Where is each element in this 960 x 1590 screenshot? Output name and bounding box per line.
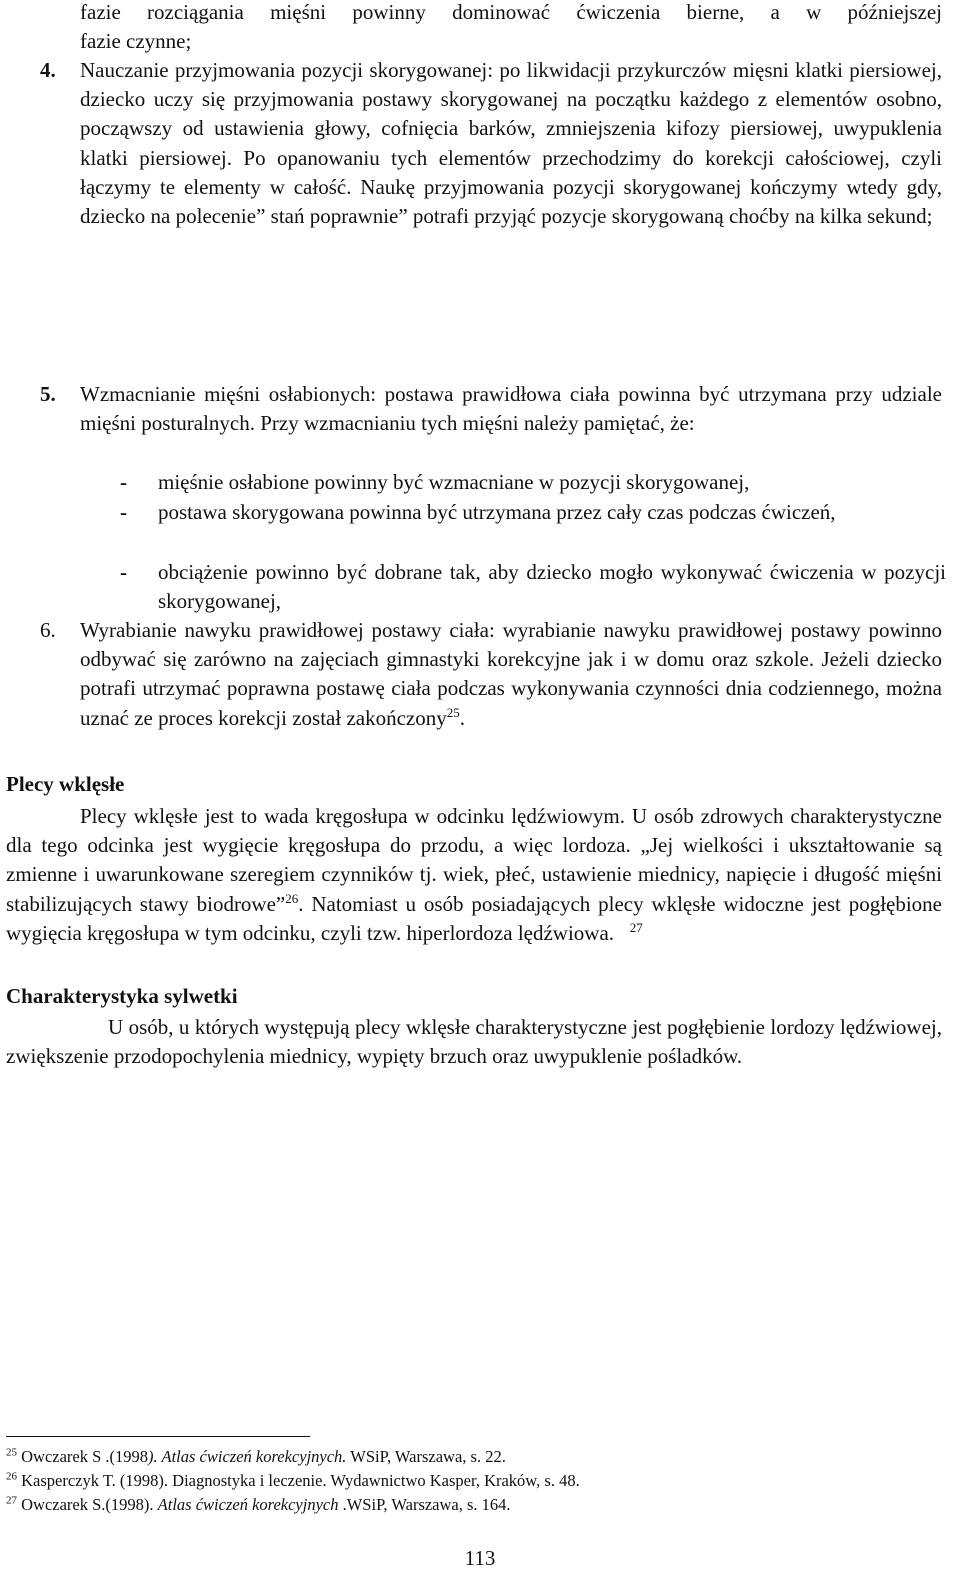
footnote-ref-27[interactable]: 27 — [629, 919, 643, 935]
item-6-number-text: 6. — [40, 618, 56, 642]
item-5-number — [40, 380, 56, 409]
item-4-number — [40, 56, 56, 85]
intro-line-1: fazie rozciągania mięśni powinny dominować ćwiczenia bierne, a w późniejszej — [80, 0, 942, 24]
footnote-27 — [6, 1494, 511, 1516]
item-4-text: Nauczanie przyjmowania pozycji skorygowanej: po likwidacji przykurczów mięsni klatki piersiowej, dziecko uczy się przyjmowania postawy skorygowanej na początku każdego z elementów osobno, począwszy od ustawienia głowy, cofnięcia barków, zmniejszenia kifozy piersiowej, uwypuklenia klatki piersiowej. Po opanowaniu tych elementów przechodzimy do korekcji całościowej, czyli łączymy te elementy w całość. Naukę przyjmowania pozycji skorygowanej kończymy wtedy gdy, dziecko na polecenie” stań poprawnie” potrafi przyjąć pozycje skorygowaną choćby na kilka sekund; — [80, 58, 942, 229]
footnote-25-number: 25 — [6, 1446, 17, 1459]
footnote-ref-25[interactable]: 25 — [446, 704, 460, 720]
intro-line-2: fazie czynne; — [80, 29, 192, 54]
footnote-27-post: .WSiP, Warszawa, s. 164. — [338, 1495, 511, 1514]
footnote-27-title: Atlas ćwiczeń korekcyjnych — [157, 1495, 339, 1514]
footnote-separator — [6, 1436, 310, 1437]
item-5-number-text: 5. — [40, 382, 56, 406]
dash-marker: - — [120, 500, 127, 524]
item-6-number — [40, 616, 56, 645]
section-plecy-wklesle-body-b: . Natomiast u osób posiadających plecy wklęsłe widoczne jest pogłębione wygięcia kręgosłupa w tym odcinku, czyli tzw. hiperlordoza lędźwiowa. — [6, 891, 942, 945]
section-charakterystyka-text: U osób, u których występują plecy wklęsłe charakterystyczne jest pogłębienie lordozy lędźwiowej, zwiększenie przodopochylenia miednicy, wypięty brzuch oraz uwypuklenie pośladków. — [6, 1015, 942, 1069]
footnote-27-number: 27 — [6, 1494, 17, 1507]
page-number: 113 — [464, 1546, 496, 1570]
footnote-26-text: Kasperczyk T. (1998). Diagnostyka i leczenie. Wydawnictwo Kasper, Kraków, s. 48. — [21, 1471, 580, 1490]
dash-item-2-text: postawa skorygowana powinna być utrzymana przez cały czas podczas ćwiczeń, — [158, 500, 836, 524]
footnote-25-title: ). Atlas ćwiczeń korekcyjnych. — [148, 1447, 347, 1466]
section-plecy-wklesle-text — [6, 802, 942, 948]
intro-paragraph — [80, 0, 942, 56]
item-5-text: Wzmacnianie mięśni osłabionych: postawa prawidłowa ciała powinna być utrzymana przy udziale mięśni posturalnych. Przy wzmacnianiu tych mięśni należy pamiętać, że: — [80, 382, 942, 436]
footnote-26 — [6, 1470, 580, 1492]
item-6-text — [80, 616, 942, 733]
footnote-27-pre: Owczarek S.(1998). — [21, 1495, 158, 1514]
footnote-26-number: 26 — [6, 1470, 17, 1483]
dash-marker: - — [120, 560, 127, 584]
item-4-number-text: 4. — [40, 58, 56, 82]
dash-item-1-text: mięśnie osłabione powinny być wzmacniane w pozycji skorygowanej, — [158, 470, 750, 494]
footnote-25 — [6, 1446, 506, 1468]
item-6-body: Wyrabianie nawyku prawidłowej postawy ciała: wyrabianie nawyku prawidłowej postawy powinno odbywać się zarówno na zajęciach gimnastyki korekcyjne jak i w domu oraz szkole. Jeżeli dziecko potrafi utrzymać poprawna postawę ciała podczas wykonywania czynności dnia codziennego, można uznać ze proces korekcji został zakończony — [80, 618, 942, 730]
footnote-25-post: WSiP, Warszawa, s. 22. — [346, 1447, 506, 1466]
dash-marker: - — [120, 470, 127, 494]
section-plecy-wklesle-body-a: Plecy wklęsłe jest to wada kręgosłupa w odcinku lędźwiowym. U osób zdrowych charakterystyczne dla tego odcinka jest wygięcie kręgosłupa do przodu, a więc lordoza. „Jej wielkości i ukształtowanie są zmienne i uwarunkowane szeregiem czynników tj. wiek, płeć, ustawienie miednicy, napięcie i długość mięśni stabilizujących stawy biodrowe” — [6, 804, 942, 916]
section-heading-plecy-wklesle: Plecy wklęsłe — [6, 772, 125, 796]
section-heading-charakterystyka: Charakterystyka sylwetki — [6, 984, 238, 1008]
footnote-ref-26[interactable]: 26 — [285, 890, 299, 906]
dash-item-3-text: obciążenie powinno być dobrane tak, aby dziecko mogło wykonywać ćwiczenia w pozycji skorygowanej, — [158, 560, 946, 614]
footnote-25-pre: Owczarek S .(1998 — [21, 1447, 149, 1466]
item-6-end: . — [459, 705, 465, 730]
